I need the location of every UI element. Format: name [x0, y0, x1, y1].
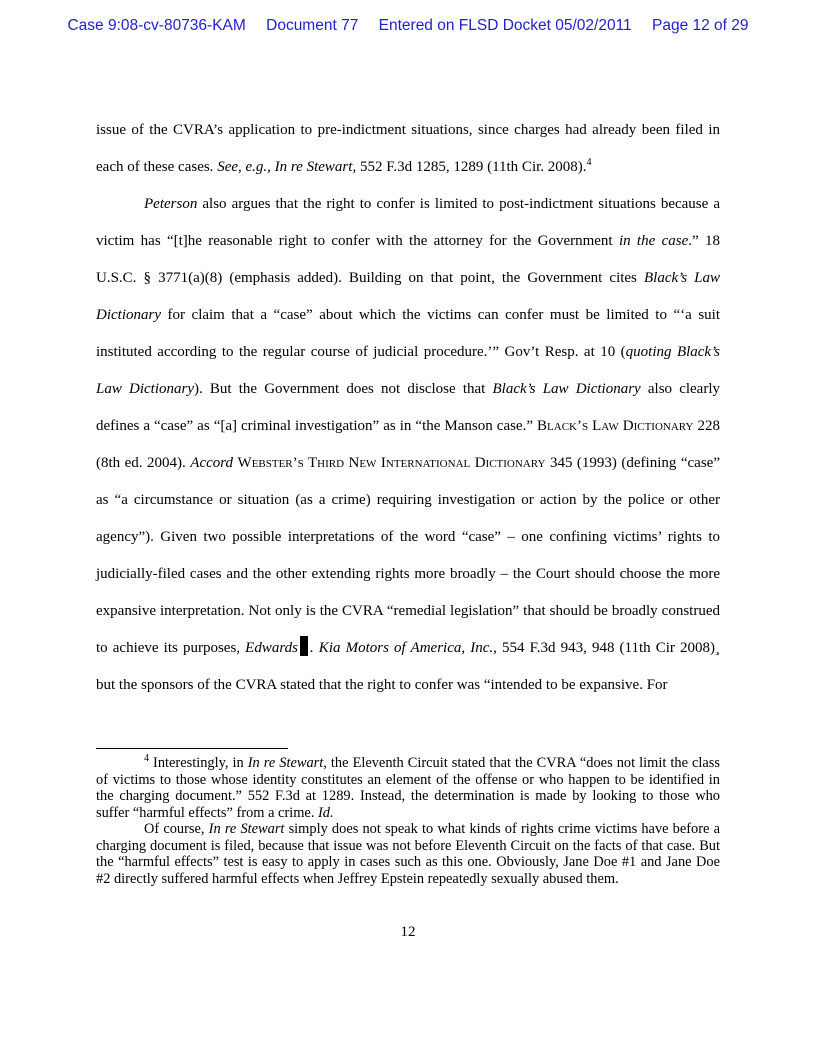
footnote-reference: 4	[586, 157, 592, 168]
page-number: 12	[400, 924, 416, 940]
page-indicator: Page 12 of 29	[652, 17, 749, 34]
footnote-section	[96, 755, 720, 887]
redaction-mark	[300, 636, 308, 656]
citation-signal: See, e.g., In re Stewart	[217, 159, 353, 175]
case-number: Case 9:08-cv-80736-KAM	[67, 17, 246, 34]
footnote-4-paragraph-1: $^4$ Interestingly, in In re Stewart, the Eleventh Circuit stated that the CVRA “does not limit the class of victims to those whose identity constitutes an element of the offense or who happen to be identified in the charging document.” 552 F.3d at 1289. Instead, the determination is made by looking to those who suffer “harmful effects” from a crime. Id.	[96, 753, 721, 821]
footnote-number: 4	[144, 753, 149, 765]
footnote-divider	[96, 748, 288, 749]
docket-header-stamp	[0, 17, 816, 35]
main-body	[96, 112, 720, 704]
paragraph-2: Peterson also argues that the right to confer is limited to post-indictment situations because a victim has “[t]he reasonable right to confer with the attorney for the Government in the case.” 18 U.S.C. § 3771(a)(8) (emphasis added). Building on that point, the Government cites Black’s Law Dictionary for claim that a “case” about which the victims can confer must be limited to “‘a suit instituted according to the regular course of judicial procedure.’” Gov’t Resp. at 10 (quoting Black’s Law Dictionary). But the Government does not disclose that Black’s Law Dictionary also clearly defines a “case” as “[a] criminal investigation” as in “the Manson case.” Black’s Law Dictionary 228 (8th ed. 2004). Accord Webster’s Third New International Dictionary 345 (1993) (defining “case” as “a circumstance or situation (as a crime) requiring investigation or action by the police or other agency”). Given two possible interpretations of the word “case” – one confining victims’ rights to judicially-filed cases and the other extending rights more broadly – the Court should choose the more expansive interpretation. Not only is the CVRA “remedial legislation” that should be broadly construed to achieve its purposes, Edwards . Kia Motors of America, Inc., 554 F.3d 943, 948 (11th Cir 2008)¸ but the sponsors of the CVRA stated that the right to confer was “intended to be expansive. For	[96, 196, 721, 693]
case-name: Peterson	[144, 196, 198, 212]
docket-entry: Entered on FLSD Docket 05/02/2011	[378, 17, 632, 34]
paragraph-1: issue of the CVRA’s application to pre-indictment situations, since charges had already been filed in each of these cases. See, e.g., In re Stewart, 552 F.3d 1285, 1289 (11th Cir. 2008).$^4$	[96, 122, 720, 175]
document-number: Document 77	[266, 17, 359, 34]
footnote-4-paragraph-2: Of course, In re Stewart simply does not speak to what kinds of rights crime victims have before a charging document is filed, because that issue was not before Eleventh Circuit on the facts of that case. But the “harmful effects” test is easy to apply in cases such as this one. Obviously, Jane Doe #1 and Jane Doe #2 directly suffered harmful effects when Jeffrey Epstein repeatedly sexually abused them.	[96, 821, 720, 887]
